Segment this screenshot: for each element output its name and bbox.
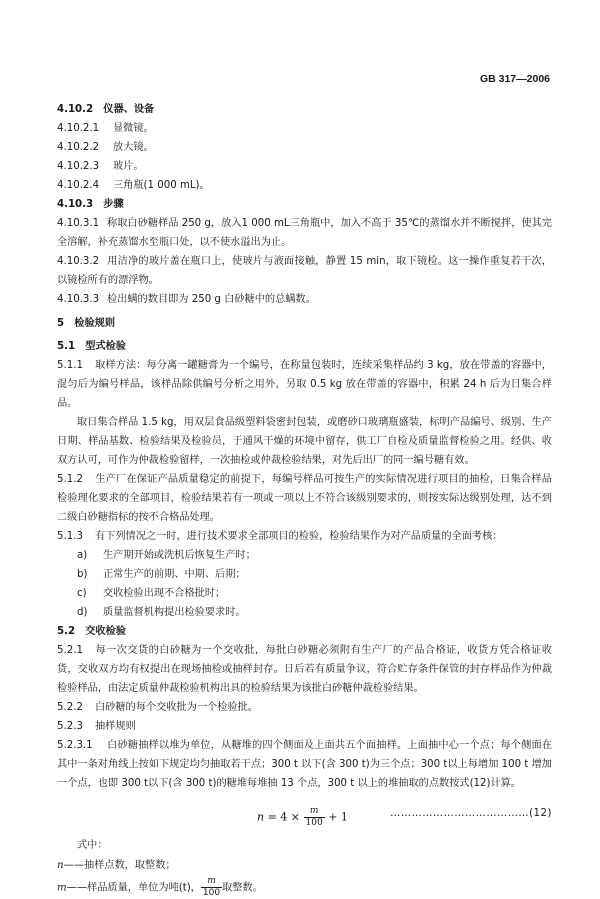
list-text: 生产期开始或洗机后恢复生产时； [103,550,256,561]
clause-5-1-1-continued: 取日集合样品 1.5 kg，用双层食品级塑料袋密封包装，或磨砂口玻璃瓶盛装，标明产品编号、级别、生产日期、样品基数、检验结果及检验员，于通风干燥的环境中留存，供工厂自检及质量监督检验之用。经供、收双方认可，可作为仲裁检验留样，一次抽检或仲裁检验结果，对先后出厂的同一编号糖有效。 [57,417,552,466]
clause-5-2-2 [57,698,552,717]
clause-number: 4.10.2.3 [57,161,100,172]
list-marker: c) [77,588,87,599]
definition-n [57,856,552,876]
fraction-numerator: m [201,876,222,888]
clause-5-2-1 [57,641,552,698]
clause-number: 5.2.2 [57,702,83,713]
list-marker: b) [77,569,88,580]
clause-number: 4.10.2.1 [57,123,100,134]
formula-operator: = 4 × [264,810,304,824]
fraction-denominator: 100 [202,888,221,898]
fraction-denominator: 100 [305,818,323,828]
list-text: 正常生产的前期、中期、后期； [103,569,246,580]
clause-5-2-3 [57,717,552,736]
formula-variable-n: n [257,810,265,824]
list-item [57,546,552,565]
list-text: 质量监督机构提出检验要求时。 [103,607,246,618]
clause-text: 每一次交货的白砂糖为一个交收批，每批白砂糖必须附有生产厂的产品合格证，收货方凭合格证收货，交收双方均有权提出在现场抽检或抽样封存。日后若有质量争议，符合贮存条件保管的封存样品作为仲裁检验样品，由法定质量仲裁检验机构出具的检验结果为该批白砂糖仲裁检验结果。 [57,645,552,694]
variable-definition: ——样品质量，单位为吨(t)， [66,882,201,894]
list-marker: d) [77,607,88,618]
clause-text: 用洁净的玻片盖在瓶口上，使玻片与液面接触，静置 15 min，取下镜检。这一操作重复若干次，以镜检所有的漂浮物。 [57,256,552,286]
clause-number: 4.10.2.4 [57,180,100,191]
clause-4-10-2-4 [57,176,552,195]
formula-number: …………………………………(12) [390,808,552,819]
variable-definition: ——抽样点数，取整数； [63,860,176,871]
section-5-1-title: 5.1 型式检验 [57,341,126,352]
clause-4-10-3-3 [57,290,552,309]
list-item [57,603,552,622]
section-4-10-3-title: 4.10.3 步骤 [57,199,124,210]
clause-5-1-3 [57,527,552,546]
section-4-10-2-title: 4.10.2 仪器、设备 [57,104,155,115]
clause-number: 5.1.3 [57,531,83,542]
list-item [57,565,552,584]
clause-text: 白砂糖抽样以堆为单位，从糖堆的四个侧面及上面共五个面抽样。上面抽中心一个点；每个侧面在其中一条对角线上按如下规定均匀抽取若干点；300 t 以下(含 300 t)为三个点；300 t以上每增加 100 t 增加一个点，也即 300 t以下(含 300 t)的糖堆每堆抽 13 个点，300 t 以上的堆抽取的点数按式(12)计算。 [57,740,552,789]
clause-number: 5.2.1 [57,645,83,656]
formula-tail: + 1 [324,810,348,824]
clause-4-10-2-2 [57,138,552,157]
clause-number: 5.1.2 [57,474,83,485]
clause-number: 5.1.1 [57,360,83,371]
formula-fraction [304,806,325,829]
list-marker: a) [77,550,88,561]
list-text: 交收检验出现不合格批时； [103,588,226,599]
where-intro: 式中： [77,840,108,851]
variable-symbol: n [57,860,64,871]
clause-text: 三角瓶(1 000 mL)。 [113,180,210,191]
clause-number: 5.2.3 [57,721,83,732]
variable-definition-tail: 取整数。 [222,882,263,894]
clause-text: 白砂糖的每个交收批为一个检验批。 [95,702,258,713]
document-body [57,100,552,899]
clause-text: 检出螨的数目即为 250 g 白砂糖中的总螨数。 [107,294,316,305]
fraction-numerator: m [304,806,325,818]
clause-4-10-2-3 [57,157,552,176]
clause-5-1-2 [57,470,552,527]
formula-12 [57,802,552,836]
variable-symbol: m [57,882,67,894]
clause-4-10-3-1 [57,214,552,252]
list-item [57,584,552,603]
clause-text: 抽样规则 [95,721,136,732]
section-5-2-title: 5.2 交收检验 [57,626,126,637]
clause-4-10-2-1 [57,119,552,138]
clause-text: 显微镜。 [113,123,154,134]
section-5-title: 5 检验规则 [57,318,116,329]
definition-fraction [201,876,222,899]
formula-expression [257,806,348,829]
definition-m [57,876,552,899]
clause-text: 有下列情况之一时，进行技术要求全部项目的检验，检验结果作为对产品质量的全面考核： [95,531,503,542]
clause-text: 取样方法：每分离一罐糖膏为一个编号，在称量包装时，连续采集样品约 3 kg，放在带盖的容器中，混匀后为编号样品，该样品除供编号分析之用外，另取 0.5 kg 放在带盖的容器中，积累 24 h 后为日集合样品。 [57,360,552,409]
clause-5-2-3-1 [57,736,552,793]
clause-text: 生产厂在保证产品质量稳定的前提下，每编号样品可按生产的实际情况进行项目的抽检，日集合样品检验理化要求的全部项目，检验结果若有一项或一项以上不符合该级别要求的，则按实际达级别处理，达不到二级白砂糖指标的按不合格品处理。 [57,474,552,523]
clause-5-1-1 [57,356,552,413]
clause-4-10-3-2 [57,252,552,290]
clause-text: 称取白砂糖样品 250 g，放入1 000 mL三角瓶中，加入不高于 35℃的蒸馏水并不断搅拌，使其完全溶解，补充蒸馏水至瓶口处，以不使水溢出为止。 [57,218,552,248]
clause-number: 4.10.3.3 [57,294,100,305]
clause-number: 4.10.3.1 [57,218,100,229]
clause-text: 玻片。 [113,161,144,172]
page-header-standard-number: GB 317—2006 [479,73,550,85]
clause-number: 5.2.3.1 [57,740,93,751]
clause-text: 放大镜。 [113,142,154,153]
clause-number: 4.10.2.2 [57,142,100,153]
clause-number: 4.10.3.2 [57,256,100,267]
